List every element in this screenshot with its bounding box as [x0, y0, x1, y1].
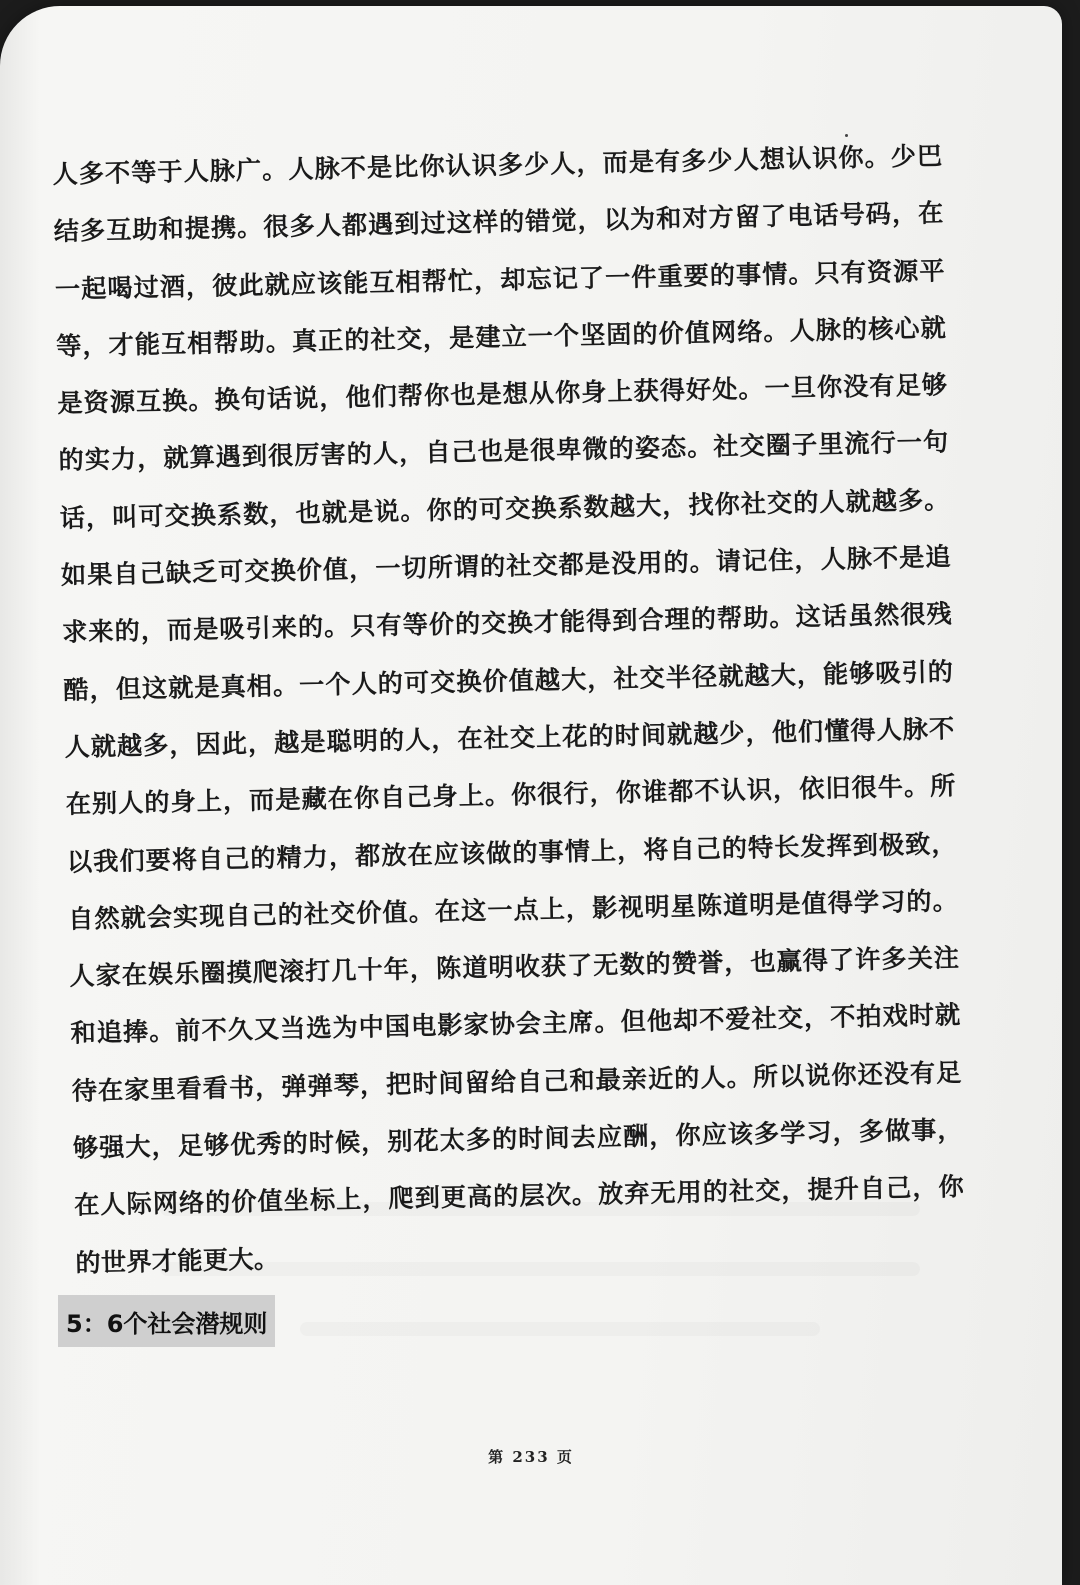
show-through-text: [300, 1322, 820, 1336]
show-through-text: [160, 1202, 920, 1216]
show-through-text: [160, 1262, 920, 1276]
body-paragraph: 人多不等于人脉广。人脉不是比你认识多少人，而是有多少人想认识你。少巴结多互助和提携。很多人都遇到过这样的错觉，以为和对方留了电话号码，在一起喝过酒，彼此就应该能互相帮忙，却忘记了一件重要的事情。只有资源平等，才能互相帮助。真正的社交，是建立一个坚固的价值网络。人脉的核心就是资源互换。换句话说，他们帮你也是想从你身上获得好处。一旦你没有足够的实力，就算遇到很厉害的人，自己也是很卑微的姿态。社交圈子里流行一句话，叫可交换系数，也就是说。你的可交换系数越大，找你社交的人就越多。如果自己缺乏可交换价值，一切所谓的社交都是没用的。请记住，人脉不是追求来的，而是吸引来的。只有等价的交换才能得到合理的帮助。这话虽然很残酷，但这就是真相。一个人的可交换价值越大，社交半径就越大，能够吸引的人就越多，因此，越是聪明的人，在社交上花的时间就越少，他们懂得人脉不在别人的身上，而是藏在你自己身上。你很行，你谁都不认识，依旧很牛。所以我们要将自己的精力，都放在应该做的事情上，将自己的特长发挥到极致，自然就会实现自己的社交价值。在这一点上，影视明星陈道明是值得学习的。人家在娱乐圈摸爬滚打几十年，陈道明收获了无数的赞誉，也赢得了许多关注和追捧。前不久又当选为中国电影家协会主席。但他却不爱社交，不拍戏时就待在家里看看书，弹弹琴，把时间留给自己和最亲近的人。所以说你还没有足够强大，足够优秀的时候，别花太多的时间去应酬，你应该多学习，多做事，在人际网络的价值坐标上，爬到更高的层次。放弃无用的社交，提升自己，你的世界才能更大。: [52, 141, 965, 1278]
section-heading: 5：6个社会潜规则: [58, 1295, 275, 1347]
page-edge-shadow: [0, 6, 40, 1585]
page-number: 第 233 页: [488, 1448, 574, 1466]
book-page: [0, 6, 1062, 1585]
